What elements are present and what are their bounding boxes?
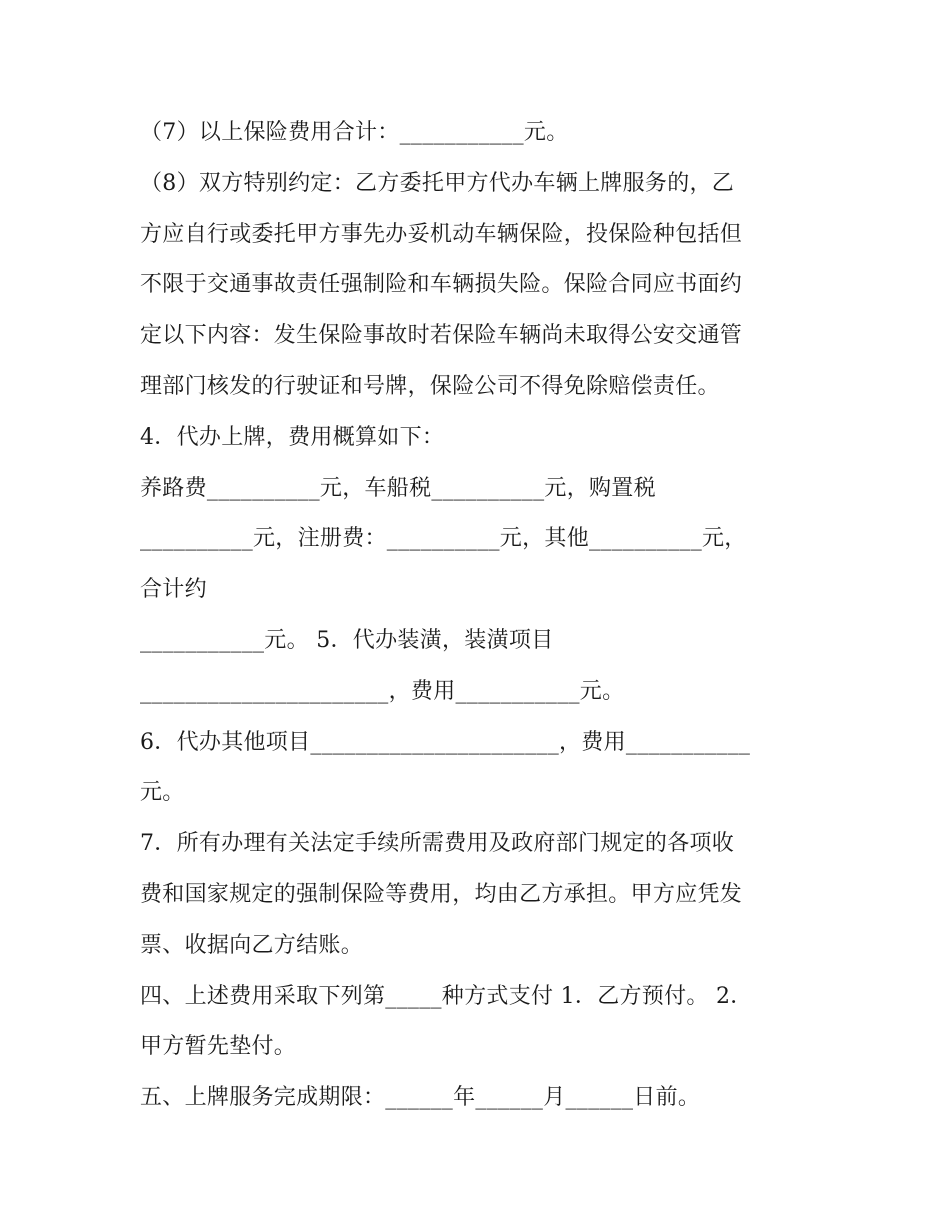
text-line: 合计约 <box>140 577 207 603</box>
text-line: 方应自行或委托甲方事先办妥机动车辆保险，投保险种包括但 <box>140 221 743 247</box>
text-line: 理部门核发的行驶证和号牌，保险公司不得免除赔偿责任。 <box>140 373 720 399</box>
text-line: __________元，注册费：__________元，其他__________元， <box>140 526 747 552</box>
text-line: 元。 <box>140 780 185 806</box>
text-line: 甲方暂先垫付。 <box>140 1034 297 1060</box>
text-line: （7）以上保险费用合计：___________元。 <box>140 120 569 145</box>
document-body <box>140 108 830 1124</box>
text-line: ___________元。 5．代办装潢，装潢项目 <box>140 627 554 653</box>
text-line: 养路费__________元，车船税__________元，购置税 <box>140 475 656 501</box>
text-line: 7．所有办理有关法定手续所需费用及政府部门规定的各项收 <box>140 831 735 857</box>
text-line: 6．代办其他项目______________________，费用___________ <box>140 729 751 755</box>
text-line: 4．代办上牌，费用概算如下： <box>140 424 445 450</box>
text-line: 票、收据向乙方结账。 <box>140 932 364 958</box>
text-line: ______________________，费用___________元。 <box>140 678 625 704</box>
text-line: （8）双方特别约定：乙方委托甲方代办车辆上牌服务的，乙 <box>140 170 735 196</box>
text-line: 五、上牌服务完成期限：______年______月______日前。 <box>140 1085 701 1111</box>
text-line: 定以下内容：发生保险事故时若保险车辆尚未取得公安交通管 <box>140 323 743 349</box>
text-line: 不限于交通事故责任强制险和车辆损失险。保险合同应书面约 <box>140 272 743 298</box>
text-line: 费和国家规定的强制保险等费用，均由乙方承担。甲方应凭发 <box>140 881 743 907</box>
text-line: 四、上述费用采取下列第_____种方式支付 1．乙方预付。 2． <box>140 983 753 1009</box>
